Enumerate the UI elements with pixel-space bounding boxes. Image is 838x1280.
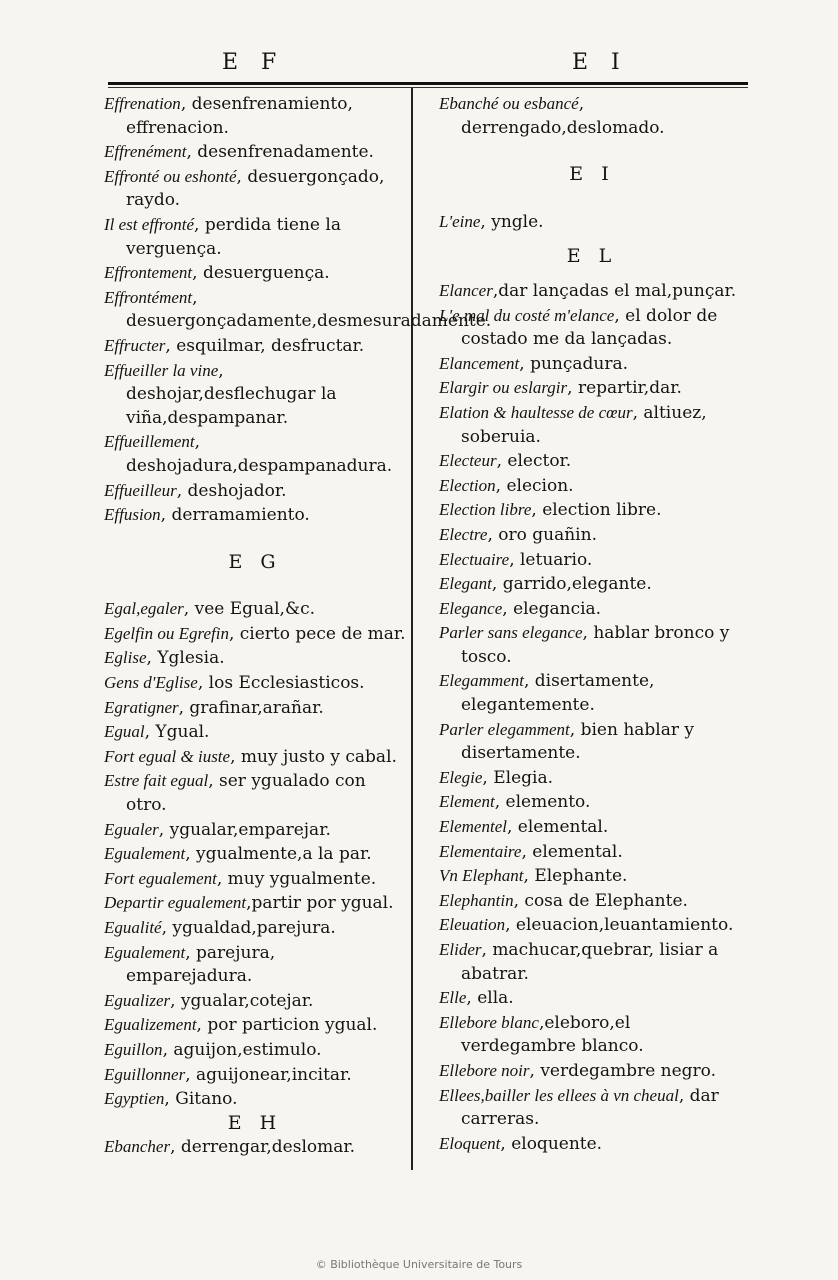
dictionary-entry	[104, 891, 406, 916]
entry-translation: ser ygualado con otro.	[126, 771, 366, 816]
entry-separator: ,	[505, 915, 516, 936]
entry-separator: ,	[495, 475, 507, 496]
dictionary-entry	[104, 941, 406, 989]
entry-separator: ,	[480, 211, 492, 232]
entry-translation: muy ygualmente.	[227, 868, 377, 889]
entry-translation: desenfrenadamente.	[197, 142, 374, 163]
dictionary-entry	[439, 498, 745, 523]
entry-headword: Effructer	[104, 335, 166, 355]
dictionary-entry	[104, 818, 406, 843]
entry-separator: ,	[500, 1133, 512, 1154]
entry-separator: ,	[165, 335, 177, 356]
entry-separator: ,	[170, 990, 181, 1011]
entry-headword: Ellebore blanc	[439, 1012, 539, 1032]
entry-translation: partir por ygual.	[251, 893, 394, 914]
dictionary-entry	[439, 840, 745, 865]
dictionary-entry	[439, 766, 745, 791]
entry-separator: ,	[521, 841, 533, 862]
entry-separator: ,	[196, 1015, 208, 1036]
entry-translation: elegancia.	[513, 598, 602, 619]
entry-separator: ,	[208, 771, 220, 792]
dictionary-entry	[104, 92, 406, 140]
dictionary-entry	[104, 140, 406, 165]
entry-separator: ,	[176, 480, 188, 501]
dictionary-entry	[104, 1013, 406, 1038]
dictionary-entry	[439, 669, 745, 717]
entry-translation: los Ecclesiasticos.	[208, 673, 365, 694]
section-heading: E I	[569, 163, 615, 186]
dictionary-entry	[104, 646, 406, 671]
entry-headword: Vn Elephant	[439, 866, 524, 886]
entry-translation: Elegia.	[493, 767, 553, 788]
entry-separator: ,	[164, 1089, 176, 1110]
dictionary-entry	[439, 621, 745, 669]
column-divider	[411, 88, 413, 1170]
entry-headword: Egyptien	[104, 1089, 165, 1109]
dictionary-entry	[104, 842, 406, 867]
entry-separator: ,	[170, 1137, 181, 1158]
entry-headword: Egratigner	[104, 697, 179, 717]
entry-separator: ,	[513, 890, 525, 911]
entry-headword: Electeur	[439, 451, 497, 471]
dictionary-entry	[439, 279, 745, 304]
entry-headword: Estre fait egual	[104, 771, 209, 791]
entry-translation: desenfrenamiento, effrenacion.	[126, 94, 353, 138]
entry-separator: ,	[192, 263, 203, 284]
dictionary-entry	[439, 938, 745, 986]
entry-translation: Gitano.	[175, 1089, 238, 1110]
entry-headword: Eguillonner	[104, 1064, 186, 1084]
entry-headword: Element	[439, 792, 495, 812]
entry-translation: garrido,elegante.	[502, 574, 652, 595]
entry-headword: Elegance	[439, 598, 503, 618]
entry-headword: Egal,egaler	[104, 599, 184, 619]
entry-translation: aguijon,estimulo.	[173, 1039, 322, 1060]
dictionary-entry	[439, 864, 745, 889]
entry-translation: yngle.	[491, 211, 544, 232]
entry-separator: ,	[491, 574, 503, 595]
dictionary-entry	[104, 1038, 406, 1063]
entry-separator: ,	[185, 844, 197, 865]
entry-headword: Ellebore noir	[439, 1060, 530, 1080]
dictionary-entry	[104, 671, 406, 696]
dictionary-entry	[439, 1059, 745, 1084]
entry-separator: ,	[487, 524, 499, 545]
entry-headword: Eleuation	[439, 915, 506, 935]
entry-headword: Elephantin	[439, 890, 514, 910]
entry-translation: desuerguença.	[202, 263, 330, 284]
entry-headword: Elider	[439, 940, 482, 959]
entry-headword: Elegant	[439, 574, 492, 594]
entry-translation: oro guañin.	[498, 524, 597, 545]
entry-translation: dar lançadas el mal,punçar.	[498, 280, 737, 301]
entry-headword: Election libre	[439, 500, 532, 520]
entry-headword: Fort egual & iuste	[104, 746, 231, 766]
entry-headword: Effrenément	[104, 142, 187, 162]
entry-headword: Ebancher	[104, 1137, 171, 1157]
dictionary-entry	[439, 1132, 745, 1157]
entry-separator: ,	[183, 599, 195, 620]
entry-headword: Effueilleur	[104, 480, 177, 500]
entry-headword: Effusion	[104, 505, 161, 525]
entry-separator: ,	[192, 287, 198, 308]
dictionary-entry	[439, 376, 745, 401]
dictionary-entry	[439, 449, 745, 474]
entry-headword: Elegie	[439, 767, 483, 787]
entry-translation: vee Egual,&c.	[194, 599, 316, 620]
entry-headword: L'eine	[439, 211, 481, 231]
entry-headword: Egualement	[104, 844, 186, 864]
dictionary-entry	[104, 1087, 406, 1112]
entry-separator: ,	[509, 549, 520, 570]
dictionary-entry	[104, 1063, 406, 1088]
entry-separator: ,	[197, 673, 209, 694]
dictionary-entry	[439, 474, 745, 499]
dictionary-entry	[104, 720, 406, 745]
entry-translation: ygualdad,parejura.	[172, 918, 336, 938]
dictionary-entry	[104, 359, 406, 431]
entry-separator: ,	[531, 500, 543, 521]
entry-separator: ,	[492, 280, 499, 301]
entry-separator: ,	[678, 1085, 690, 1106]
dictionary-entry	[439, 913, 745, 938]
entry-headword: Effrenation	[104, 94, 181, 113]
entry-separator: ,	[194, 432, 201, 453]
entry-headword: Elation & haultesse de cœur	[439, 402, 633, 422]
copyright-footer: © Bibliothèque Universitaire de Tours	[315, 1258, 523, 1271]
dictionary-entry	[104, 769, 406, 817]
entry-headword: Egualer	[104, 819, 159, 839]
entry-translation: cosa de Elephante.	[524, 890, 688, 911]
entry-translation: elemental.	[517, 817, 609, 838]
entry-headword: Election	[439, 475, 496, 495]
entry-separator: ,	[582, 623, 594, 644]
section-heading: E L	[566, 245, 618, 268]
entry-separator: ,	[466, 988, 478, 1009]
entry-separator: ,	[186, 142, 198, 163]
dictionary-entry	[104, 165, 406, 213]
dictionary-entry	[439, 401, 745, 449]
entry-headword: Egual	[104, 722, 145, 742]
entry-translation: letuario.	[520, 549, 593, 570]
entry-translation: eleboro,el verdegambre blanco.	[461, 1012, 644, 1057]
dictionary-entry	[439, 352, 745, 377]
entry-translation: deshojador.	[187, 480, 287, 501]
running-head-left: E F	[222, 50, 285, 75]
entry-separator: ,	[523, 866, 535, 887]
entry-separator: ,	[216, 868, 228, 889]
entry-separator: ,	[529, 1060, 541, 1081]
entry-translation: deshojar,desflechugar la viña,despampanar.	[126, 384, 337, 428]
entry-translation: derrengado,deslomado.	[461, 117, 665, 138]
entry-translation: derramamiento.	[171, 505, 310, 526]
header-rule	[108, 82, 748, 85]
entry-headword: Elancer	[439, 280, 493, 300]
dictionary-entry	[104, 213, 406, 261]
dictionary-entry	[104, 430, 406, 478]
entry-headword: Egualizement	[104, 1015, 197, 1035]
entry-headword: Eguillon	[104, 1039, 163, 1059]
entry-translation: ella.	[477, 988, 514, 1009]
dictionary-entry	[439, 92, 745, 140]
entry-translation: punçadura.	[530, 353, 628, 374]
entry-separator: ,	[246, 893, 252, 914]
entry-separator: ,	[180, 94, 192, 114]
entry-headword: Elle	[439, 988, 467, 1008]
entry-translation: eloquente.	[511, 1133, 603, 1154]
header-rule-thin	[108, 87, 748, 88]
dictionary-entry	[439, 523, 745, 548]
entry-separator: ,	[146, 648, 158, 669]
entry-separator: ,	[230, 746, 241, 767]
entry-separator: ,	[496, 451, 508, 472]
dictionary-entry	[104, 867, 406, 892]
entry-headword: Egelfin ou Egrefin	[104, 623, 229, 643]
entry-translation: disertamente, elegantemente.	[461, 671, 655, 716]
entry-headword: Elementel	[439, 817, 507, 837]
dictionary-entry	[104, 1135, 406, 1160]
entry-translation: elemento.	[505, 792, 591, 813]
dictionary-entry	[104, 622, 406, 647]
entry-translation: Elephante.	[534, 866, 628, 887]
dictionary-entry	[439, 718, 745, 766]
entry-separator: ,	[160, 505, 172, 526]
entry-translation: perdida tiene la verguença.	[126, 214, 341, 259]
running-head-right: E I	[572, 50, 628, 75]
dictionary-entry	[439, 790, 745, 815]
entry-translation: machucar,quebrar, lisiar a abatrar.	[461, 940, 719, 984]
entry-translation: repartir,dar.	[577, 378, 682, 399]
entry-separator: ,	[185, 942, 197, 963]
dictionary-entry	[439, 815, 745, 840]
entry-separator: ,	[519, 353, 531, 374]
dictionary-entry	[104, 503, 406, 528]
entry-separator: ,	[144, 722, 156, 743]
entry-headword: Elegamment	[439, 671, 524, 691]
entry-headword: Ebanché ou esbancé	[439, 94, 579, 113]
entry-separator: ,	[494, 792, 506, 813]
entry-translation: deshojadura,despampanadura.	[126, 455, 393, 476]
entry-translation: esquilmar, desfructar.	[176, 335, 365, 356]
entry-translation: bien hablar y disertamente.	[461, 719, 694, 764]
entry-headword: Egualement	[104, 942, 186, 962]
entry-separator: ,	[578, 94, 585, 114]
entry-headword: Eglise	[104, 648, 147, 668]
entry-headword: Ellees,bailler les ellees à vn cheual	[439, 1085, 679, 1105]
dictionary-entry	[439, 597, 745, 622]
entry-translation: grafinar,arañar.	[189, 697, 324, 718]
entry-separator: ,	[185, 1064, 197, 1085]
dictionary-entry	[439, 889, 745, 914]
entry-translation: elecion.	[506, 475, 574, 496]
entry-headword: Parler sans elegance	[439, 623, 583, 643]
entry-separator: ,	[236, 166, 248, 187]
entry-separator: ,	[567, 378, 578, 399]
dictionary-entry	[104, 261, 406, 286]
entry-separator: ,	[194, 214, 205, 235]
entry-headword: Egualité	[104, 918, 162, 937]
entry-separator: ,	[523, 671, 535, 692]
dictionary-entry	[439, 1084, 745, 1132]
entry-translation: cierto pece de mar.	[239, 623, 406, 644]
entry-translation: por particion ygual.	[207, 1015, 378, 1036]
entry-separator: ,	[502, 598, 514, 619]
entry-separator: ,	[538, 1012, 545, 1033]
entry-headword: Electre	[439, 524, 488, 544]
dictionary-entry	[104, 597, 406, 622]
entry-translation: hablar bronco y tosco.	[461, 623, 730, 667]
entry-headword: L'e mal du costé m'elance	[439, 305, 615, 325]
entry-translation: elector.	[507, 451, 572, 472]
entry-translation: dar carreras.	[461, 1085, 719, 1130]
entry-translation: aguijonear,incitar.	[196, 1064, 352, 1085]
dictionary-entry	[104, 479, 406, 504]
entry-translation: muy justo y cabal.	[240, 746, 397, 767]
entry-translation: verdegambre negro.	[540, 1060, 717, 1081]
entry-translation: ygualar,cotejar.	[180, 990, 314, 1011]
entry-headword: Eloquent	[439, 1133, 501, 1153]
dictionary-entry	[104, 989, 406, 1014]
entry-separator: ,	[569, 719, 581, 740]
entry-headword: Effrontement	[104, 263, 193, 283]
entry-headword: Effrontément	[104, 287, 193, 307]
entry-headword: Effueillement	[104, 432, 195, 452]
dictionary-entry	[104, 745, 406, 770]
dictionary-entry	[439, 572, 745, 597]
entry-translation: altiuez, soberuia.	[461, 402, 707, 447]
dictionary-entry	[104, 334, 406, 359]
dictionary-entry	[439, 548, 745, 573]
entry-translation: el dolor de costado me da lançadas.	[461, 305, 718, 350]
entry-translation: parejura, emparejadura.	[126, 942, 276, 987]
entry-translation: election libre.	[542, 500, 662, 521]
dictionary-entry	[104, 696, 406, 721]
entry-translation: derrengar,deslomar.	[180, 1137, 356, 1158]
entry-headword: Elementaire	[439, 841, 522, 861]
entry-translation: Ygual.	[155, 722, 210, 743]
entry-separator: ,	[178, 697, 190, 718]
entry-translation: ygualar,emparejar.	[169, 819, 331, 840]
dictionary-entry	[439, 304, 745, 352]
entry-headword: Il est effronté	[104, 214, 195, 234]
entry-headword: Egualizer	[104, 990, 171, 1010]
entry-headword: Effueiller la vine	[104, 360, 219, 380]
dictionary-entry	[439, 986, 745, 1011]
dictionary-entry	[104, 916, 406, 941]
section-heading: E G	[228, 550, 282, 573]
entry-translation: eleuacion,leuantamiento.	[515, 915, 734, 936]
dictionary-entry	[439, 210, 745, 235]
entry-separator: ,	[482, 767, 494, 788]
right-column	[439, 92, 745, 1156]
entry-headword: Gens d'Eglise	[104, 673, 198, 693]
entry-headword: Elargir ou eslargir	[439, 378, 568, 398]
entry-separator: ,	[161, 918, 173, 938]
dictionary-entry	[439, 1011, 745, 1059]
entry-headword: Effronté ou eshonté	[104, 166, 237, 186]
entry-headword: Electuaire	[439, 549, 510, 569]
entry-translation: Yglesia.	[157, 648, 225, 669]
entry-headword: Fort egualement	[104, 868, 217, 888]
entry-headword: Elancement	[439, 353, 520, 373]
entry-separator: ,	[632, 402, 644, 423]
entry-separator: ,	[218, 360, 224, 381]
entry-separator: ,	[158, 819, 170, 840]
entry-separator: ,	[228, 623, 240, 644]
entry-translation: ygualmente,a la par.	[196, 844, 372, 865]
entry-headword: Parler elegamment	[439, 719, 570, 739]
entry-separator: ,	[481, 940, 493, 960]
entry-headword: Departir egualement	[104, 893, 247, 913]
section-heading: E H	[227, 1111, 283, 1134]
entry-separator: ,	[162, 1039, 174, 1060]
entry-separator: ,	[506, 817, 518, 838]
entry-separator: ,	[614, 305, 626, 326]
entry-translation: elemental.	[532, 841, 623, 862]
entry-translation: desuergonçado, raydo.	[126, 166, 385, 211]
entry-translation: desuergonçadamente,desmesuradamente.	[126, 311, 492, 332]
